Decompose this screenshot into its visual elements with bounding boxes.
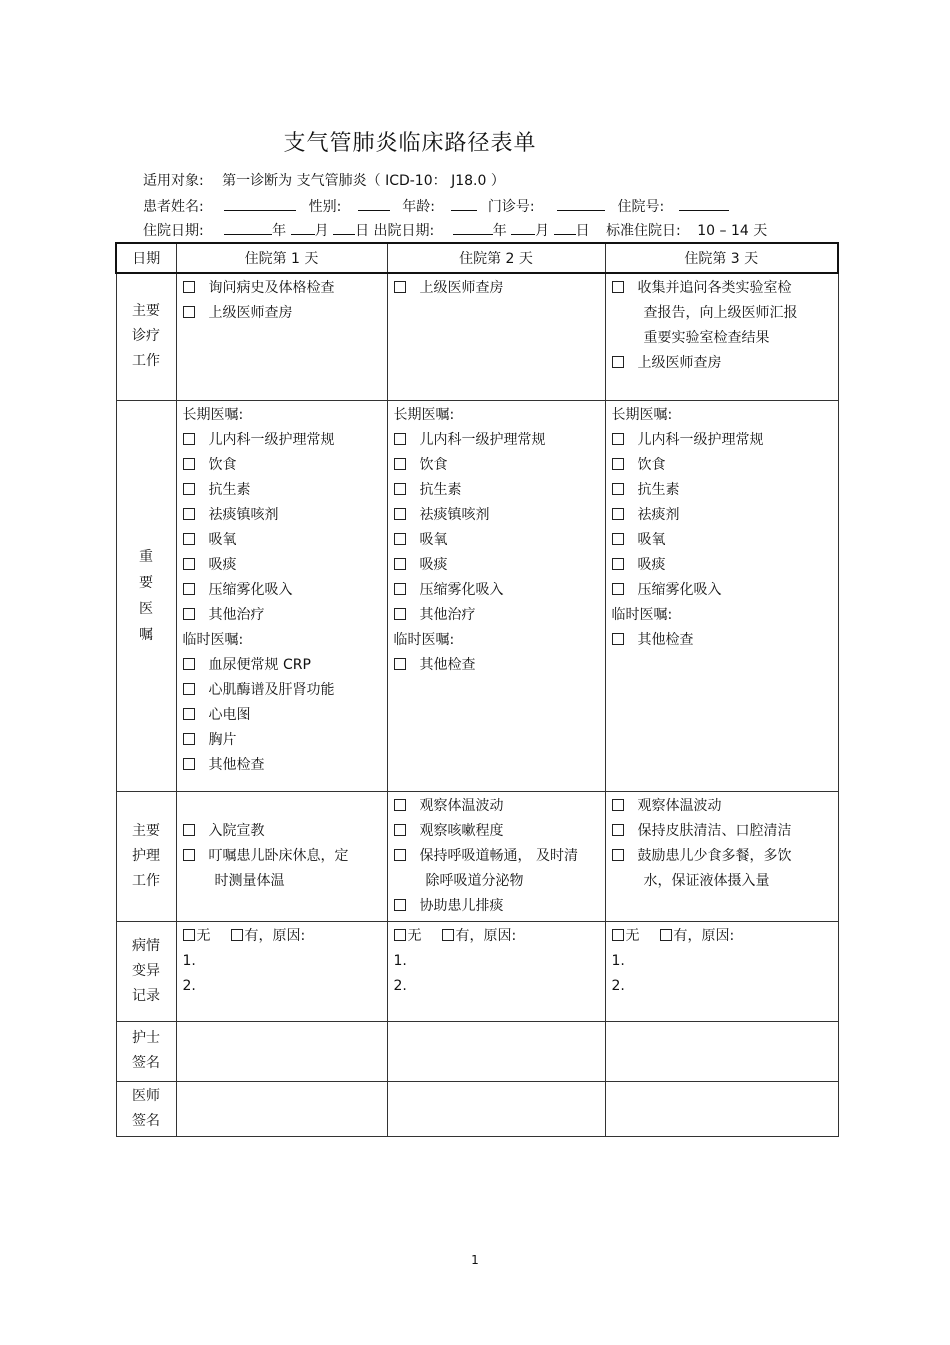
checkbox[interactable]: [183, 608, 195, 620]
item-text: 观察体温波动: [419, 797, 504, 814]
item-text: 收集并追问各类实验室检: [637, 280, 792, 296]
nurse-signature-day-2[interactable]: [387, 1021, 605, 1081]
clinic-number-label: 门诊号:: [487, 199, 535, 215]
item-text: 观察咳嗽程度: [419, 822, 504, 839]
cell-line: [394, 869, 605, 894]
cell-line: [394, 603, 605, 628]
section-heading: 长期医嘱:: [182, 406, 244, 423]
checkbox[interactable]: [612, 533, 624, 545]
cell-line: [183, 794, 387, 819]
row-label-text: 医: [139, 600, 153, 617]
day-2-cell: [387, 791, 605, 921]
variance-options: [612, 924, 838, 949]
item-text: 抗生素: [637, 481, 680, 498]
clinical-pathway-table: [115, 242, 839, 1137]
patient-name-label: 患者姓名:: [143, 199, 204, 215]
day-label: 日: [355, 223, 370, 239]
cell-line: [612, 428, 838, 453]
table-row: [116, 791, 838, 921]
cell-line: [612, 578, 838, 603]
checkbox[interactable]: [612, 824, 624, 836]
doctor-signature-day-2[interactable]: [387, 1081, 605, 1136]
row-label-text: 医师: [132, 1087, 160, 1104]
applicable-line: [143, 170, 505, 190]
cell-content: [388, 274, 605, 301]
row-label-text: 变异: [132, 962, 160, 979]
item-text: 压缩雾化吸入: [208, 581, 293, 598]
cell-line: [612, 351, 838, 376]
variance-reason-line: 2.: [393, 977, 407, 994]
checkbox[interactable]: [183, 583, 195, 595]
cell-line: [183, 503, 387, 528]
checkbox[interactable]: [183, 708, 195, 720]
item-text: 保持呼吸道畅通， 及时清: [419, 847, 578, 864]
item-text: 保持皮肤清洁、口腔清洁: [637, 822, 792, 839]
item-text: 上级医师查房: [208, 305, 293, 321]
row-label-variance-record: [116, 921, 176, 1021]
cell-line: [183, 728, 387, 753]
item-text: 饮食: [208, 456, 237, 473]
day-3-header: 住院第 3 天: [605, 243, 838, 273]
day-1-cell: [176, 400, 387, 791]
row-label-text: 护士: [132, 1030, 160, 1046]
cell-line: [183, 428, 387, 453]
checkbox[interactable]: [612, 633, 624, 645]
age-field[interactable]: [451, 198, 477, 211]
checkbox[interactable]: [183, 733, 195, 745]
checkbox[interactable]: [612, 849, 624, 861]
item-text: 吸痰: [419, 556, 448, 573]
cell-line: [394, 403, 605, 428]
applicable-label: 适用对象:: [143, 173, 204, 189]
cell-line: [612, 453, 838, 478]
table-row: [116, 921, 838, 1021]
checkbox[interactable]: [183, 849, 195, 861]
admit-day-field[interactable]: [333, 222, 355, 235]
age-label: 年龄:: [402, 199, 435, 215]
variance-none-label: 无: [196, 927, 211, 944]
checkbox-has[interactable]: [442, 929, 454, 941]
variance-none-label: 无: [407, 927, 422, 944]
inpatient-number-label: 住院号:: [617, 199, 665, 215]
item-text: 压缩雾化吸入: [637, 581, 722, 598]
cell-line: [394, 276, 605, 301]
checkbox-none[interactable]: [183, 929, 195, 941]
cell-line: [183, 603, 387, 628]
cell-content: [388, 792, 605, 919]
nurse-signature-day-3[interactable]: [605, 1021, 838, 1081]
checkbox[interactable]: [394, 433, 406, 445]
admit-year-field[interactable]: [224, 222, 272, 235]
cell-content: [606, 274, 838, 376]
cell-line: [183, 753, 387, 778]
cell-line: [394, 653, 605, 678]
page-number: 1: [471, 1253, 479, 1267]
checkbox[interactable]: [394, 508, 406, 520]
variance-reason-line: 1.: [611, 952, 625, 969]
cell-line: [183, 844, 387, 869]
cell-content: [606, 401, 838, 653]
row-label-text: 签名: [132, 1112, 160, 1129]
row-label-text: 病情: [132, 937, 160, 954]
day-label: 日: [575, 223, 590, 239]
checkbox[interactable]: [394, 483, 406, 495]
section-heading: 临时医嘱:: [393, 631, 455, 648]
variance-reason-line: 2.: [182, 977, 196, 994]
cell-line: [394, 528, 605, 553]
item-text: 吸氧: [637, 531, 666, 548]
item-text: 抗生素: [208, 481, 251, 498]
variance-reason-line: 2.: [611, 977, 625, 994]
cell-content: [606, 922, 838, 999]
item-text: 吸氧: [208, 531, 237, 548]
variance-has-label: 有，原因:: [244, 927, 306, 944]
cell-line: [183, 819, 387, 844]
checkbox[interactable]: [394, 799, 406, 811]
cell-line: [612, 503, 838, 528]
checkbox[interactable]: [183, 824, 195, 836]
month-label: 月: [535, 223, 550, 239]
checkbox[interactable]: [183, 483, 195, 495]
row-label-text: 护理: [132, 847, 160, 864]
checkbox[interactable]: [183, 433, 195, 445]
cell-line: [183, 453, 387, 478]
cell-line: [394, 628, 605, 653]
cell-content: [177, 922, 387, 999]
item-text: 时测量体温: [214, 872, 285, 889]
variance-reason-line: 1.: [393, 952, 407, 969]
checkbox[interactable]: [183, 758, 195, 770]
section-heading: 临时医嘱:: [611, 606, 673, 623]
table-row: [116, 1081, 838, 1136]
year-label: 年: [272, 223, 287, 239]
row-label-nurse-signature: [116, 1021, 176, 1081]
cell-line: [183, 678, 387, 703]
cell-line: [183, 703, 387, 728]
checkbox-none[interactable]: [612, 929, 624, 941]
cell-line: [394, 553, 605, 578]
item-text: 祛痰镇咳剂: [419, 506, 490, 523]
checkbox[interactable]: [394, 608, 406, 620]
sex-label: 性别:: [308, 199, 342, 215]
checkbox[interactable]: [612, 558, 624, 570]
checkbox[interactable]: [394, 458, 406, 470]
patient-name-field[interactable]: [224, 198, 296, 211]
doctor-signature-day-1[interactable]: [176, 1081, 387, 1136]
cell-content: [388, 922, 605, 999]
cell-line: [612, 628, 838, 653]
item-text: 吸痰: [637, 556, 666, 573]
cell-content: [177, 274, 387, 326]
variance-cell: [387, 921, 605, 1021]
row-label-text: 工作: [132, 353, 160, 370]
checkbox[interactable]: [612, 356, 624, 368]
doctor-signature-day-3[interactable]: [605, 1081, 838, 1136]
cell-line: [394, 428, 605, 453]
table-row: [116, 273, 838, 400]
checkbox[interactable]: [183, 533, 195, 545]
item-text: 饮食: [419, 456, 448, 473]
cell-line: [612, 553, 838, 578]
cell-line: [394, 819, 605, 844]
item-text: 压缩雾化吸入: [419, 581, 504, 598]
item-text: 除呼吸道分泌物: [425, 872, 524, 889]
applicable-value: 第一诊断为 支气管肺炎（ ICD-10： J18.0 ）: [222, 173, 505, 189]
item-text: 心电图: [208, 706, 251, 723]
clinic-number-field[interactable]: [557, 198, 605, 211]
discharge-year-field[interactable]: [453, 222, 493, 235]
item-text: 儿内科一级护理常规: [637, 431, 764, 448]
checkbox[interactable]: [394, 558, 406, 570]
checkbox[interactable]: [612, 799, 624, 811]
admit-month-field[interactable]: [291, 222, 315, 235]
variance-cell: [176, 921, 387, 1021]
cell-line: [612, 794, 838, 819]
checkbox[interactable]: [394, 533, 406, 545]
item-text: 祛痰镇咳剂: [208, 506, 279, 523]
discharge-day-field[interactable]: [554, 222, 576, 235]
row-label-text: 记录: [132, 987, 160, 1004]
row-label-text: 工作: [132, 872, 160, 889]
row-label-text: 嘱: [139, 626, 153, 643]
table-header-row: [116, 243, 838, 273]
dates-line: [143, 220, 767, 240]
checkbox[interactable]: [612, 281, 624, 293]
patient-info-line: [143, 196, 729, 216]
cell-line: [394, 478, 605, 503]
cell-line: [183, 276, 387, 301]
checkbox[interactable]: [183, 558, 195, 570]
item-text: 其他检查: [419, 656, 476, 673]
item-text: 入院宣教: [208, 822, 265, 839]
day-2-cell: [387, 273, 605, 400]
year-label: 年: [492, 223, 507, 239]
checkbox[interactable]: [612, 483, 624, 495]
cell-line: [183, 403, 387, 428]
row-label-diagnosis-work: [116, 273, 176, 400]
item-text: 鼓励患儿少食多餐，多饮: [637, 847, 792, 864]
item-text: 叮嘱患儿卧床休息，定: [208, 847, 349, 864]
cell-content: [388, 401, 605, 678]
checkbox-none[interactable]: [394, 929, 406, 941]
cell-line: [612, 403, 838, 428]
item-text: 吸氧: [419, 531, 448, 548]
cell-content: [177, 401, 387, 778]
checkbox[interactable]: [183, 508, 195, 520]
item-text: 其他检查: [637, 631, 694, 648]
section-heading: 临时医嘱:: [182, 631, 244, 648]
row-label-text: 主要: [132, 303, 160, 320]
variance-cell: [605, 921, 838, 1021]
discharge-date-label: 出院日期:: [373, 223, 435, 239]
row-label-important-orders: [116, 400, 176, 791]
item-text: 协助患儿排痰: [419, 897, 504, 914]
cell-line: [612, 301, 838, 326]
item-text: 胸片: [208, 731, 237, 748]
checkbox[interactable]: [183, 306, 195, 318]
row-label-text: 要: [139, 574, 153, 591]
checkbox[interactable]: [612, 583, 624, 595]
variance-options: [183, 924, 387, 949]
cell-line: [612, 528, 838, 553]
cell-content: [177, 792, 387, 894]
section-heading: 长期医嘱:: [611, 406, 673, 423]
checkbox[interactable]: [394, 899, 406, 911]
checkbox[interactable]: [394, 849, 406, 861]
month-label: 月: [314, 223, 329, 239]
day-3-cell: [605, 791, 838, 921]
item-text: 抗生素: [419, 481, 462, 498]
date-column-header: 日期: [116, 243, 176, 273]
item-text: 儿内科一级护理常规: [419, 431, 546, 448]
item-text: 询问病史及体格检查: [208, 280, 335, 296]
row-label-doctor-signature: [116, 1081, 176, 1136]
cell-line: [183, 869, 387, 894]
cell-line: [612, 326, 838, 351]
cell-line: [183, 653, 387, 678]
cell-line: [394, 578, 605, 603]
item-text: 儿内科一级护理常规: [208, 431, 335, 448]
checkbox[interactable]: [612, 458, 624, 470]
item-text: 重要实验室检查结果: [643, 330, 770, 346]
table-row: [116, 1021, 838, 1081]
checkbox-has[interactable]: [660, 929, 672, 941]
discharge-month-field[interactable]: [511, 222, 535, 235]
cell-line: [183, 478, 387, 503]
standard-stay-value: 10 – 14 天: [697, 223, 768, 239]
checkbox[interactable]: [183, 281, 195, 293]
variance-reason-line: 1.: [182, 952, 196, 969]
variance-options: [394, 924, 605, 949]
checkbox[interactable]: [612, 433, 624, 445]
checkbox[interactable]: [394, 658, 406, 670]
day-2-header: 住院第 2 天: [387, 243, 605, 273]
cell-line: [612, 869, 838, 894]
item-text: 心肌酶谱及肝肾功能: [208, 681, 335, 698]
checkbox[interactable]: [183, 458, 195, 470]
cell-line: [183, 301, 387, 326]
row-label-text: 主要: [132, 822, 160, 839]
cell-line: [394, 794, 605, 819]
row-label-text: 重: [139, 548, 153, 565]
item-text: 饮食: [637, 456, 666, 473]
item-text: 上级医师查房: [419, 280, 504, 296]
variance-has-label: 有，原因:: [455, 927, 517, 944]
item-text: 其他治疗: [419, 606, 476, 623]
day-1-header: 住院第 1 天: [176, 243, 387, 273]
cell-line: [612, 603, 838, 628]
nurse-signature-day-1[interactable]: [176, 1021, 387, 1081]
cell-line: [183, 578, 387, 603]
item-text: 上级医师查房: [637, 355, 722, 371]
day-1-cell: [176, 791, 387, 921]
day-3-cell: [605, 400, 838, 791]
cell-line: [183, 553, 387, 578]
checkbox[interactable]: [394, 824, 406, 836]
checkbox[interactable]: [183, 658, 195, 670]
item-text: 查报告，向上级医师汇报: [643, 305, 798, 321]
cell-line: [394, 844, 605, 869]
item-text: 祛痰剂: [637, 506, 680, 523]
item-text: 其他治疗: [208, 606, 265, 623]
table-row: [116, 400, 838, 791]
cell-line: [394, 453, 605, 478]
inpatient-number-field[interactable]: [679, 198, 729, 211]
cell-line: [612, 478, 838, 503]
item-text: 吸痰: [208, 556, 237, 573]
variance-none-label: 无: [625, 927, 640, 944]
row-label-nursing-work: [116, 791, 176, 921]
row-label-text: 诊疗: [132, 328, 160, 345]
variance-has-label: 有，原因:: [673, 927, 735, 944]
item-text: 水，保证液体摄入量: [643, 872, 770, 889]
section-heading: 长期医嘱:: [393, 406, 455, 423]
cell-line: [394, 894, 605, 919]
day-1-cell: [176, 273, 387, 400]
cell-line: [612, 819, 838, 844]
row-label-text: 签名: [132, 1055, 160, 1071]
sex-field[interactable]: [358, 198, 390, 211]
checkbox[interactable]: [612, 508, 624, 520]
item-text: 其他检查: [208, 756, 265, 773]
standard-stay-label: 标准住院日:: [606, 223, 681, 239]
admit-date-label: 住院日期:: [143, 223, 204, 239]
checkbox[interactable]: [394, 583, 406, 595]
cell-line: [612, 844, 838, 869]
day-3-cell: [605, 273, 838, 400]
item-text: 血尿便常规 CRP: [208, 656, 311, 673]
checkbox-has[interactable]: [231, 929, 243, 941]
checkbox[interactable]: [183, 683, 195, 695]
checkbox[interactable]: [394, 281, 406, 293]
cell-line: [612, 276, 838, 301]
cell-content: [606, 792, 838, 894]
day-2-cell: [387, 400, 605, 791]
cell-line: [394, 503, 605, 528]
cell-line: [183, 528, 387, 553]
page-title: 支气管肺炎临床路径表单: [283, 131, 537, 156]
cell-line: [183, 628, 387, 653]
item-text: 观察体温波动: [637, 797, 722, 814]
